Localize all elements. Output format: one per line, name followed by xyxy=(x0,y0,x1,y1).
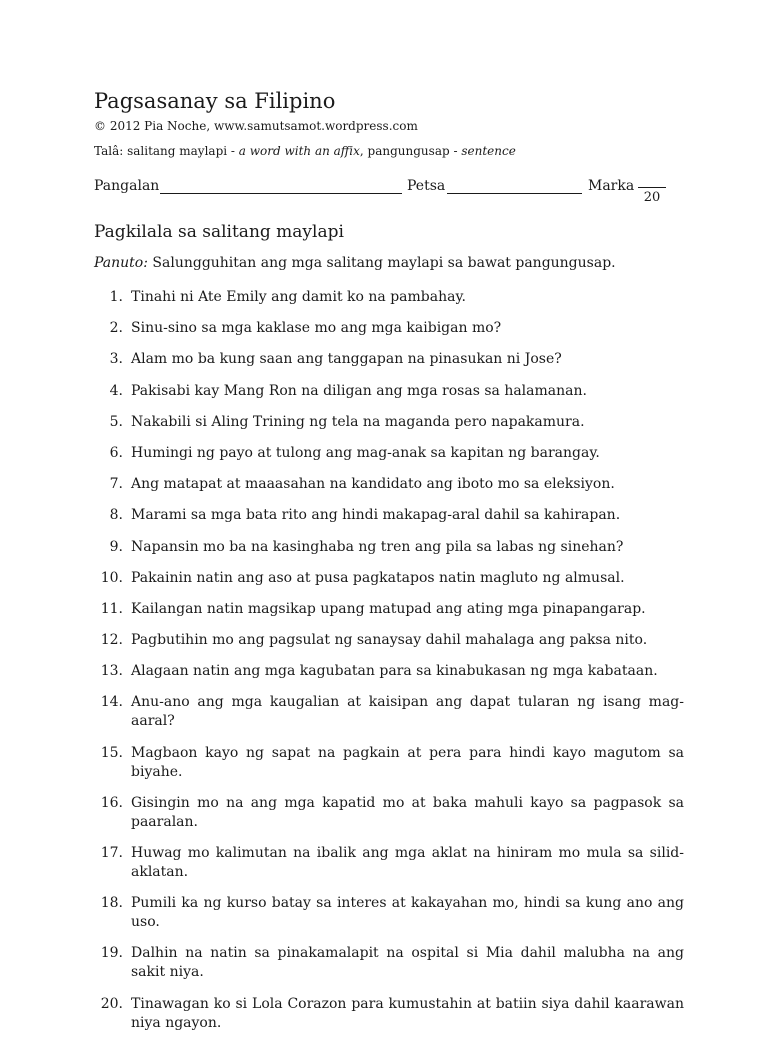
name-blank-line[interactable] xyxy=(160,193,402,194)
exercise-item xyxy=(94,631,684,650)
exercise-number: 4. xyxy=(109,382,123,399)
exercise-sentence: Nakabili si Aling Trining ng tela na maganda pero napakamura. xyxy=(131,413,585,430)
page-title: Pagsasanay sa Filipino xyxy=(94,89,336,113)
score-label: Marka xyxy=(588,178,635,194)
exercise-number: 3. xyxy=(109,351,123,368)
exercise-number: 12. xyxy=(100,632,123,649)
note-prefix: Talâ: salitang maylapi - xyxy=(94,144,239,158)
note-affix-translation: a word with an affix xyxy=(238,144,360,158)
exercise-item xyxy=(94,995,684,1033)
exercise-number: 14. xyxy=(100,694,123,711)
exercise-list xyxy=(94,288,684,1045)
exercise-item xyxy=(94,475,684,494)
date-label: Petsa xyxy=(407,178,446,194)
note-sentence-translation: sentence xyxy=(461,144,516,158)
exercise-item xyxy=(94,662,684,681)
copyright-line: © 2012 Pia Noche, www.samutsamot.wordpress.com xyxy=(94,119,418,133)
exercise-sentence: Humingi ng payo at tulong ang mag-anak sa kapitan ng barangay. xyxy=(131,444,600,461)
exercise-item xyxy=(94,569,684,588)
exercise-sentence: Tinawagan ko si Lola Corazon para kumustahin at batiin siya dahil kaarawan niya ngayon. xyxy=(131,995,684,1031)
exercise-item xyxy=(94,894,684,932)
exercise-number: 11. xyxy=(100,600,123,617)
exercise-sentence: Gisingin mo na ang mga kapatid mo at baka mahuli kayo sa pagpasok sa paaralan. xyxy=(131,794,684,830)
exercise-number: 2. xyxy=(109,320,123,337)
exercise-number: 1. xyxy=(109,289,123,305)
exercise-sentence: Dalhin na natin sa pinakamalapit na ospital si Mia dahil malubha na ang sakit niya. xyxy=(131,945,684,981)
directions-label: Panuto: xyxy=(94,255,148,271)
directions-text: Salungguhitan ang mga salitang maylapi sa bawat pangungusap. xyxy=(147,255,616,271)
exercise-number: 7. xyxy=(109,476,123,493)
exercise-sentence: Pumili ka ng kurso batay sa interes at kakayahan mo, hindi sa kung ano ang uso. xyxy=(131,895,684,931)
exercise-number: 5. xyxy=(109,413,123,430)
exercise-sentence: Ang matapat at maaasahan na kandidato ang iboto mo sa eleksiyon. xyxy=(131,476,615,493)
exercise-sentence: Alagaan natin ang mga kagubatan para sa kinabukasan ng mga kabataan. xyxy=(131,663,658,680)
exercise-sentence: Tinahi ni Ate Emily ang damit ko na pambahay. xyxy=(131,289,466,305)
exercise-sentence: Huwag mo kalimutan na ibalik ang mga aklat na hiniram mo mula sa silid-aklatan. xyxy=(131,845,684,880)
exercise-number: 9. xyxy=(109,538,123,555)
exercise-number: 17. xyxy=(100,845,123,861)
exercise-sentence: Pakisabi kay Mang Ron na diligan ang mga rosas sa halamanan. xyxy=(131,382,587,399)
exercise-item xyxy=(94,288,684,307)
note-middle: , pangungusap - xyxy=(359,144,462,158)
glossary-note xyxy=(94,143,516,159)
name-label: Pangalan xyxy=(94,178,160,194)
exercise-sentence: Pagbutihin mo ang pagsulat ng sanaysay dahil mahalaga ang paksa nito. xyxy=(131,632,648,649)
exercise-number: 8. xyxy=(109,507,123,524)
exercise-sentence: Alam mo ba kung saan ang tanggapan na pinasukan ni Jose? xyxy=(131,351,562,368)
exercise-sentence: Anu-ano ang mga kaugalian at kaisipan ang dapat tularan ng isang mag-aaral? xyxy=(131,694,684,730)
student-info-fields xyxy=(94,177,684,209)
exercise-item xyxy=(94,444,684,463)
exercise-sentence: Magbaon kayo ng sapat na pagkain at pera para hindi kayo magutom sa biyahe. xyxy=(131,744,684,780)
exercise-number: 19. xyxy=(100,945,123,962)
exercise-item xyxy=(94,844,684,882)
exercise-number: 15. xyxy=(100,744,123,761)
exercise-item xyxy=(94,319,684,338)
exercise-number: 13. xyxy=(100,663,123,680)
exercise-item xyxy=(94,350,684,369)
exercise-item xyxy=(94,413,684,432)
exercise-sentence: Marami sa mga bata rito ang hindi makapag-aral dahil sa kahirapan. xyxy=(131,507,621,524)
section-title: Pagkilala sa salitang maylapi xyxy=(94,222,344,242)
exercise-item xyxy=(94,600,684,619)
exercise-item xyxy=(94,744,684,782)
date-blank-line[interactable] xyxy=(447,193,582,194)
directions xyxy=(94,254,616,272)
exercise-number: 6. xyxy=(109,444,123,461)
exercise-item xyxy=(94,794,684,832)
exercise-number: 16. xyxy=(100,794,123,811)
exercise-item xyxy=(94,382,684,401)
exercise-sentence: Sinu-sino sa mga kaklase mo ang mga kaibigan mo? xyxy=(131,320,502,337)
exercise-sentence: Pakainin natin ang aso at pusa pagkatapos natin magluto ng almusal. xyxy=(131,569,625,586)
exercise-sentence: Kailangan natin magsikap upang matupad ang ating mga pinapangarap. xyxy=(131,600,646,617)
exercise-item xyxy=(94,506,684,525)
exercise-sentence: Napansin mo ba na kasinghaba ng tren ang pila sa labas ng sinehan? xyxy=(131,538,624,555)
score-denominator: 20 xyxy=(638,187,666,205)
exercise-number: 18. xyxy=(100,895,123,912)
exercise-item xyxy=(94,693,684,731)
exercise-item xyxy=(94,538,684,557)
exercise-item xyxy=(94,944,684,982)
score-fraction xyxy=(638,177,666,205)
exercise-number: 20. xyxy=(100,995,123,1012)
exercise-number: 10. xyxy=(100,569,123,586)
